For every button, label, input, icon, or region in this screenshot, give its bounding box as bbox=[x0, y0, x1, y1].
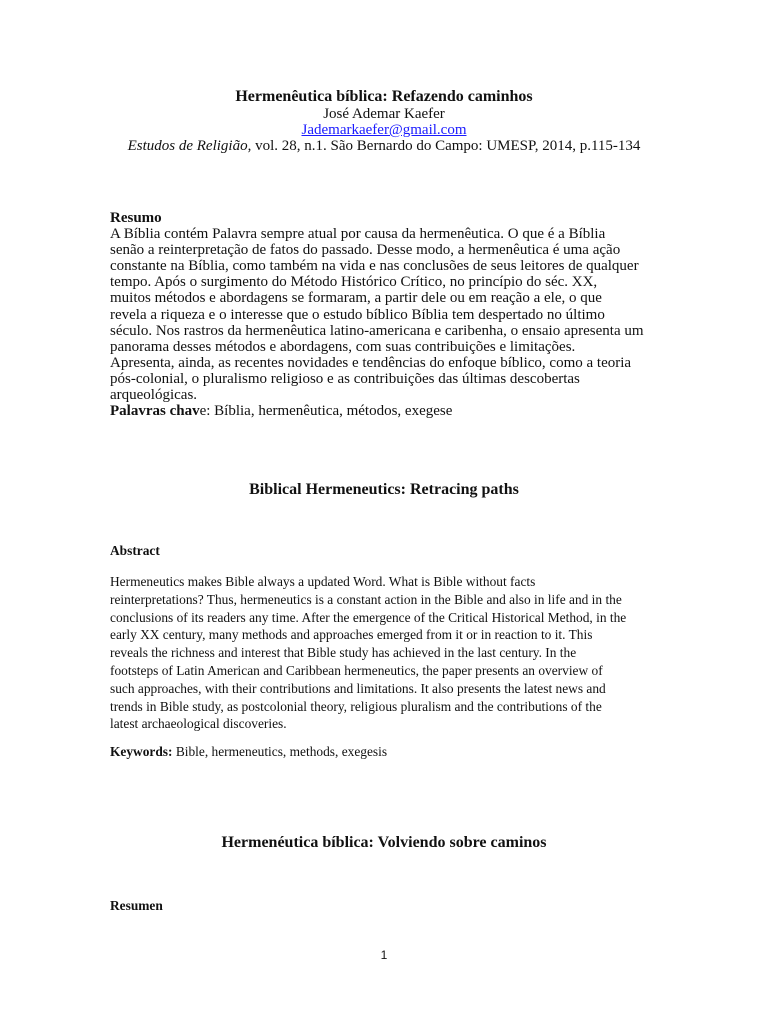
resumo-line: século. Nos rastros da hermenêutica latino-americana e caribenha, o ensaio apresenta um bbox=[110, 322, 644, 339]
palavras-chave bbox=[110, 403, 662, 419]
abstract-heading: Abstract bbox=[110, 543, 160, 558]
abstract-line: footsteps of Latin American and Caribbean hermeneutics, the paper presents an overview of bbox=[110, 662, 603, 678]
abstract-body bbox=[110, 573, 662, 733]
paper-title: Hermenêutica bíblica: Refazendo caminhos bbox=[235, 88, 533, 105]
resumo-line: pós-colonial, o pluralismo religioso e as contribuições das últimas descobertas bbox=[110, 370, 580, 387]
citation-journal: Estudos de Religião bbox=[127, 138, 248, 154]
resumo-line: panorama desses métodos e abordagens, com suas contribuições e limitações. bbox=[110, 338, 576, 355]
english-title: Biblical Hermeneutics: Retracing paths bbox=[249, 481, 519, 498]
abstract-line: early XX century, many methods and approaches emerged from it or in reaction to it. This bbox=[110, 627, 593, 643]
resumen-heading: Resumen bbox=[110, 898, 163, 913]
resumo-line: revela a riqueza e o interesse que o estudo bíblico Bíblia tem despertado no último bbox=[110, 306, 605, 323]
abstract-line: latest archaeological discoveries. bbox=[110, 716, 287, 732]
page-number: 1 bbox=[380, 948, 388, 962]
keywords-row bbox=[110, 743, 662, 761]
abstract-line: reveals the richness and interest that Bible study has achieved in the last century. In the bbox=[110, 645, 577, 661]
resumo-line: tempo. Após o surgimento do Método Histórico Crítico, no princípio do séc. XX, bbox=[110, 274, 598, 291]
keywords-label: Keywords: bbox=[110, 744, 173, 759]
resumo-line: muitos métodos e abordagens se formaram, a partir dele ou em reação a ele, o que bbox=[110, 290, 602, 307]
abstract-line: such approaches, with their contributions and limitations. It also presents the latest news and bbox=[110, 680, 606, 696]
resumo-line: arqueológicas. bbox=[110, 387, 198, 404]
resumo-section bbox=[110, 210, 662, 419]
author-email-link[interactable]: Jademarkaefer@gmail.com bbox=[301, 122, 467, 138]
palavras-chave-label: Palavras chav bbox=[110, 403, 200, 420]
palavras-chave-text: e: Bíblia, hermenêutica, métodos, exegese bbox=[199, 403, 453, 420]
resumo-heading: Resumo bbox=[110, 210, 162, 226]
resumo-line: senão a reinterpretação de fatos do passado. Desse modo, a hermenêutica é uma ação bbox=[110, 242, 621, 259]
spanish-title: Hermenéutica bíblica: Volviendo sobre caminos bbox=[221, 834, 547, 851]
resumo-line: A Bíblia contém Palavra sempre atual por causa da hermenêutica. O que é a Bíblia bbox=[110, 226, 606, 243]
abstract-line: trends in Bible study, as postcolonial theory, religious pluralism and the contributions of the bbox=[110, 698, 602, 714]
abstract-line: reinterpretations? Thus, hermeneutics is a constant action in the Bible and also in life and in the bbox=[110, 591, 622, 607]
citation-details: , vol. 28, n.1. São Bernardo do Campo: UMESP, 2014, p.115-134 bbox=[247, 138, 641, 154]
author-email-row bbox=[0, 122, 768, 138]
resumo-line: Apresenta, ainda, as recentes novidades e tendências do enfoque bíblico, como a teoria bbox=[110, 354, 632, 371]
abstract-line: conclusions of its readers any time. After the emergence of the Critical Historical Method, in the bbox=[110, 609, 627, 625]
author-name: José Ademar Kaefer bbox=[323, 106, 445, 122]
citation bbox=[0, 138, 768, 154]
keywords-text: Bible, hermeneutics, methods, exegesis bbox=[172, 744, 388, 759]
resumo-line: constante na Bíblia, como também na vida e nas conclusões de seus leitores de qualquer bbox=[110, 258, 639, 275]
abstract-line: Hermeneutics makes Bible always a updated Word. What is Bible without facts bbox=[110, 574, 536, 589]
